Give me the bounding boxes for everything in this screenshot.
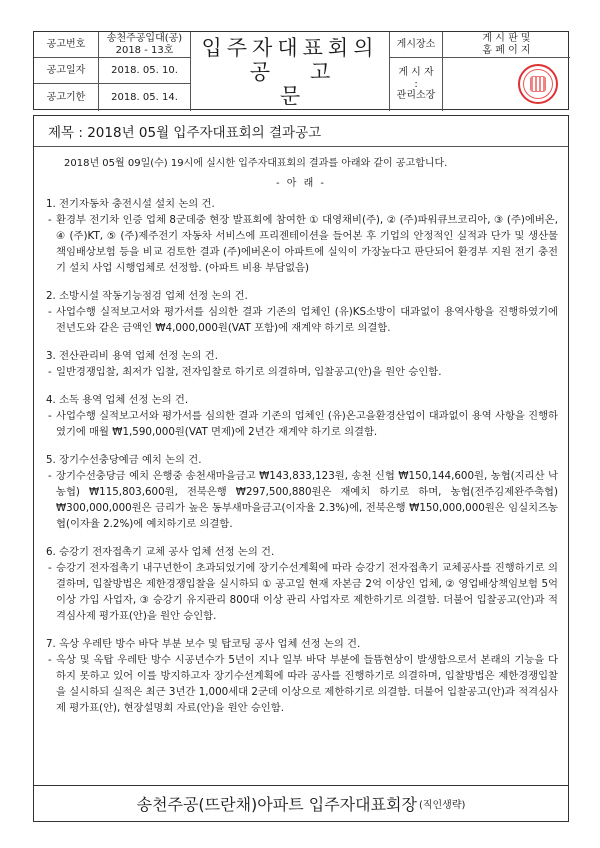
posting-place-label: 게시장소 xyxy=(390,32,443,58)
seal-omitted-note: (직인생략) xyxy=(418,800,466,811)
agenda-item-7 xyxy=(46,637,558,716)
agenda-list xyxy=(46,197,558,729)
poster-label-line1: 게 시 자 xyxy=(398,67,434,79)
notice-date-label: 공고일자 xyxy=(34,58,99,84)
official-seal-icon xyxy=(518,64,558,104)
agenda-item-1 xyxy=(46,197,558,276)
poster-label-line3: 관리소장 xyxy=(396,90,436,102)
agenda-item-text: - 장기수선충당금 예치 은행중 송천새마을금고 ₩143,833,123원, 송천 신협 ₩150,144,600원, 농협(지리산 낙농협) ₩115,803,600원, 전북은행 ₩297,500,880원은 재예치 하기로 하며, 농협(전주김제완주축협) ₩300,000,000원은 금리가 높은 동부새마을금고(이자율 2.3%)에, 전북은행 ₩150,000,000원은 임실치즈농협(이자율 2.2%)에 예치하기로 의결함. xyxy=(46,468,558,532)
agenda-item-5 xyxy=(46,453,558,532)
intro-text: 2018년 05월 09일(수) 19시에 실시한 입주자대표회의 결과를 아래와 같이 공고합니다. xyxy=(64,158,448,169)
posting-place-line2: 홈 페 이 지 xyxy=(482,44,531,56)
notice-header-table xyxy=(33,31,569,110)
poster-label-line2: : xyxy=(414,78,418,90)
chairman-name: 송천주공(뜨란채)아파트 입주자대표회장 xyxy=(136,795,417,814)
notice-number-value xyxy=(99,32,191,58)
notice-date-value: 2018. 05. 10. xyxy=(99,58,191,84)
notice-number-line1: 송천주공입대(공) xyxy=(106,33,183,44)
agenda-item-text: - 승강기 전자접촉기 내구년한이 초과되었기에 장기수선계획에 따라 승강기 전자접촉기 교체공사를 진행하기로 의결하며, 입찰방법은 제한경쟁입찰을 실시하되 ① 공고일 현재 자본금 2억 이상인 업체, ② 영업배상책임보험 5억 이상 가입 사업자, ③ 승강기 유지관리 800대 이상 관리 사업자로 제한하기로 의결함. 더불어 입찰공고(안)과 적격심사제 평가표(안)을 원안 승인함. xyxy=(46,560,558,624)
agenda-item-heading: 7. 옥상 우레탄 방수 바닥 부분 보수 및 탑코팅 공사 업체 선정 논의 건. xyxy=(46,638,361,650)
notice-title xyxy=(191,32,390,111)
posting-place-line1: 게 시 판 및 xyxy=(482,33,531,44)
poster-value xyxy=(443,58,570,111)
agenda-item-text: - 사업수행 실적보고서와 평가서를 심의한 결과 기존의 업체인 (유)온고을환경산업이 대과없이 용역 사항을 진행하였기에 매월 ₩1,590,000원(VAT 면제)에 2년간 재계약 하기로 의결함. xyxy=(46,408,558,440)
notice-number-line2: 2018 - 13호 xyxy=(115,44,174,56)
agenda-item-3 xyxy=(46,349,558,380)
agenda-item-heading: 6. 승강기 전자접촉기 교체 공사 업체 선정 논의 건. xyxy=(46,546,275,558)
agenda-item-heading: 1. 전기자동차 충전시설 설치 논의 건. xyxy=(46,198,215,210)
posting-place-value xyxy=(443,32,570,58)
agenda-item-4 xyxy=(46,393,558,440)
poster-label xyxy=(390,58,443,111)
agenda-item-text: - 옥상 및 옥탑 우레탄 방수 시공년수가 5년이 지나 일부 바닥 부분에 들뜸현상이 발생함으로서 본래의 기능을 다하지 못하고 있어 이를 방지하고자 장기수선계획에 따라 공사를 진행하기로 의결하며, 입찰방법은 제한경쟁입찰을 실시하되 실적은 최근 3년간 1,000세대 2군데 이상으로 제한하기로 의결함. 더불어 입찰공고(안)과 적격심사제 평가표(안), 현장설명회 자료(안)을 원안 승인함. xyxy=(46,652,558,716)
below-marker: - 아 래 - xyxy=(275,178,327,189)
notice-body xyxy=(33,115,569,822)
agenda-item-text: - 사업수행 실적보고서와 평가서를 심의한 결과 기존의 업체인 (유)KS소방이 대과없이 용역사항을 진행하였기에 전년도와 같은 금액인 ₩4,000,000원(VAT 포함)에 재계약 하기로 의결함. xyxy=(46,304,558,336)
agenda-item-text: - 일반경쟁입찰, 최저가 입찰, 전자입찰로 하기로 의결하며, 입찰공고(안)을 원안 승인함. xyxy=(46,364,558,380)
agenda-item-6 xyxy=(46,545,558,624)
notice-number-label: 공고번호 xyxy=(34,32,99,58)
agenda-item-text: - 환경부 전기차 인증 업체 8군데중 현장 발표회에 참여한 ① 대영채비(주), ② (주)파워큐브코리아, ③ (주)에버온, ④ (주)KT, ⑤ (주)제주전기 자동차 서비스에 프리젠테이션을 들어본 후 기업의 안정적인 실적과 단가 및 생산물책임배상보험 등을 비교 검토한 결과 (주)에버온이 아파트에 실익이 가장높다고 판단되어 환경부 지원 전기 충전기 설치 사업 시행업체로 선정함. (아파트 비용 부담없음) xyxy=(46,212,558,276)
subject-line: 제목 : 2018년 05월 입주자대표회의 결과공고 xyxy=(34,116,568,147)
agenda-item-heading: 5. 장기수선충당예금 예치 논의 건. xyxy=(46,454,202,466)
notice-period-label: 공고기한 xyxy=(34,84,99,111)
title-line1: 입주자대표회의 xyxy=(201,36,379,60)
agenda-item-2 xyxy=(46,289,558,336)
agenda-item-heading: 2. 소방시설 작동기능점검 업체 선정 논의 건. xyxy=(46,290,248,302)
agenda-item-heading: 3. 전산관리비 용역 업체 선정 논의 건. xyxy=(46,350,218,362)
agenda-item-heading: 4. 소독 용역 업체 선정 논의 건. xyxy=(46,394,189,406)
title-line2: 공고문 xyxy=(249,60,371,109)
notice-period-value: 2018. 05. 14. xyxy=(99,84,191,111)
signature-footer xyxy=(34,785,568,821)
